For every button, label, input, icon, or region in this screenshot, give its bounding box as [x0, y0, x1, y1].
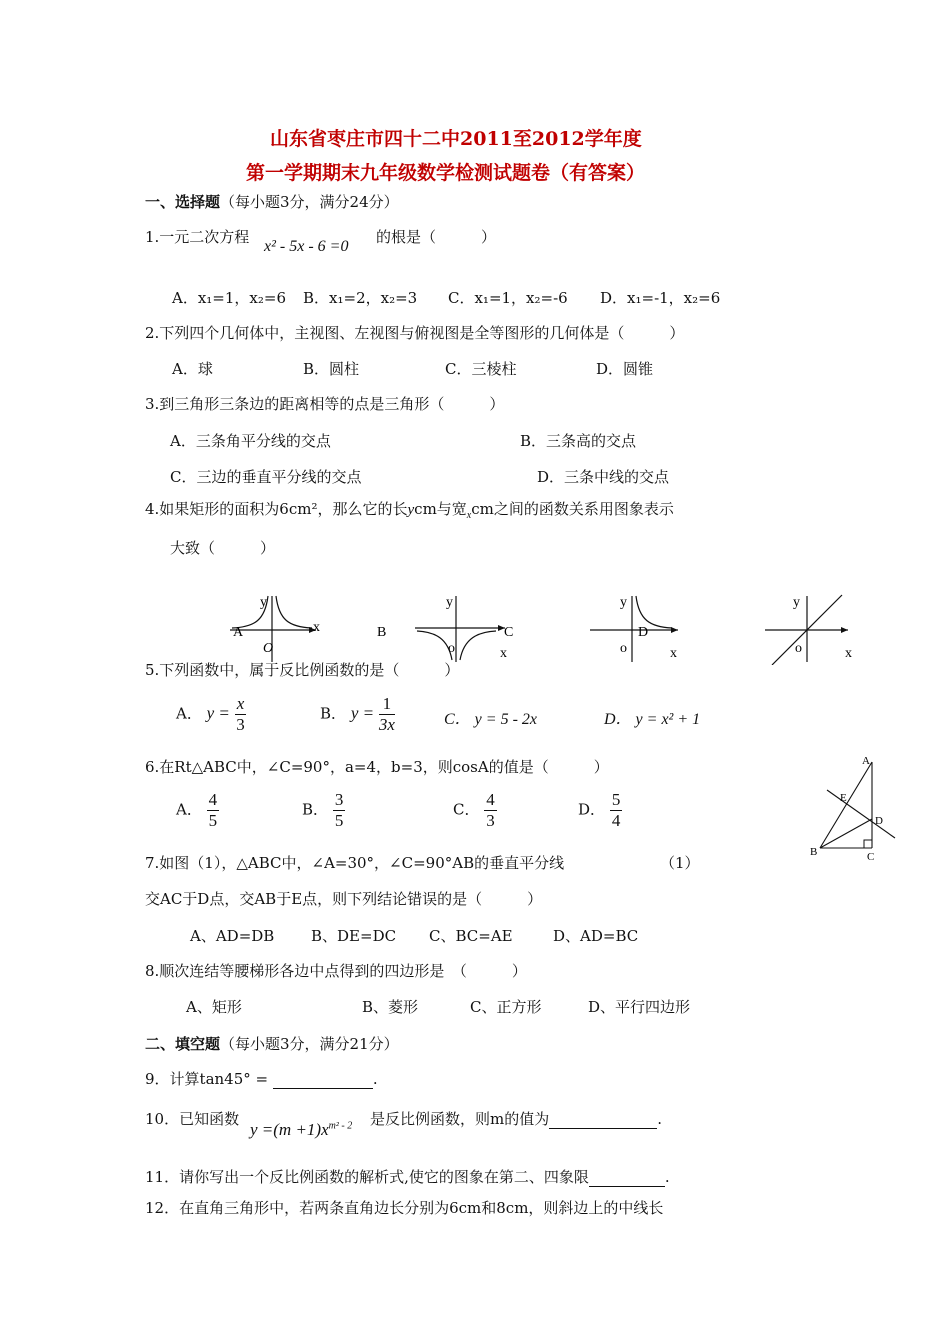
q6-option-b-fraction: [333, 790, 346, 831]
q7-option-c: C、BC=AE: [429, 927, 513, 945]
graph-c-y-label: y: [620, 595, 627, 610]
graph-b-letter: B: [377, 625, 387, 640]
section-2-label: 二、填空题: [145, 1035, 221, 1053]
q11: [145, 1166, 670, 1187]
graph-a-y-label: y: [260, 595, 267, 610]
q6-option-c: [453, 790, 497, 831]
title-line-1: 山东省枣庄市四十二中2011至2012学年度: [270, 128, 642, 150]
graph-b-x-label: x: [500, 646, 507, 661]
section-1-label: 一、选择题: [145, 193, 221, 211]
graph-b: [415, 595, 513, 662]
q7-stem-2: 交AC于D点，交AB于E点，则下列结论错误的是（ ）: [145, 890, 543, 908]
q6-option-a-fraction: [207, 790, 220, 831]
graph-b-y-label: y: [446, 595, 453, 610]
q1-option-d: D．x₁=-1，x₂=6: [600, 289, 721, 307]
q9-end: .: [372, 1070, 378, 1088]
triangle-label-b: B: [810, 846, 818, 858]
q6-option-c-fraction: [484, 790, 497, 831]
q10-end: .: [657, 1110, 663, 1128]
graph-a-origin: O: [263, 641, 274, 656]
q5-option-b-fraction: [379, 694, 395, 735]
q4-stem-a: 4.如果矩形的面积为6cm²，那么它的长: [145, 500, 408, 518]
q2-option-c: C．三棱柱: [445, 360, 517, 378]
q9-stem: 9．计算tan45° =: [145, 1070, 273, 1088]
q10-stem: 10．已知函数: [145, 1110, 240, 1128]
q6-option-a-den: 5: [208, 811, 218, 830]
q3-option-c: C．三边的垂直平分线的交点: [170, 468, 362, 486]
graph-c: [590, 595, 678, 662]
q5-option-c: C． y = 5 - 2x: [444, 711, 538, 728]
q5-stem: 5.下列函数中，属于反比例函数的是（ ）: [145, 661, 460, 679]
triangle-label-c: C: [867, 851, 875, 863]
q3-option-d: D．三条中线的交点: [537, 468, 670, 486]
q8-option-d: D、平行四边形: [588, 998, 691, 1016]
q8-option-b: B、菱形: [362, 998, 419, 1016]
q8-option-a: A、矩形: [186, 998, 242, 1016]
q2-stem: 2.下列四个几何体中，主视图、左视图与俯视图是全等图形的几何体是（ ）: [145, 324, 685, 342]
q8-stem: 8.顺次连结等腰梯形各边中点得到的四边形是 （ ）: [145, 962, 527, 980]
q1-equation: x² - 5x - 6 =0: [264, 238, 349, 255]
q7-figure-label: （1）: [660, 854, 700, 872]
graph-c-letter: C: [504, 625, 514, 640]
q5-option-d: D． y = x² + 1: [604, 711, 701, 728]
q11-end: .: [664, 1168, 670, 1186]
triangle-label-a: A: [862, 755, 870, 767]
section-2-note: （每小题3分，满分21分）: [220, 1035, 399, 1053]
q7-stem-1: 7.如图（1），△ABC中，∠A=30°，∠C=90°AB的垂直平分线: [145, 854, 565, 872]
q2-option-b: B．圆柱: [303, 360, 360, 378]
q6-stem: 6.在Rt△ABC中，∠C=90°，a=4，b=3，则cosA的值是（ ）: [145, 758, 609, 776]
q5-option-a: [176, 694, 246, 735]
graph-d-x-label: x: [845, 646, 852, 661]
triangle-label-d: D: [875, 815, 883, 827]
graph-c-x-label: x: [670, 646, 677, 661]
q10-tail-text: 是反比例函数，则m的值为: [370, 1110, 550, 1128]
q5-option-a-num: x: [236, 694, 245, 713]
q6-option-c-den: 3: [486, 811, 495, 830]
q4-graphs: [220, 590, 860, 665]
q1-stem: 1.一元二次方程: [145, 228, 250, 246]
q1-tail: 的根是（ ）: [376, 228, 497, 246]
q8-option-c: C、正方形: [470, 998, 542, 1016]
q2-option-a: A．球: [172, 360, 213, 378]
q5-option-a-den: 3: [236, 715, 245, 734]
q6-option-d-label: D．: [578, 800, 606, 819]
q5-option-b-num: 1: [379, 694, 395, 715]
q7-option-d: D、AD=BC: [553, 927, 639, 945]
q12-stem: 12．在直角三角形中，若两条直角边长分别为6cm和8cm，则斜边上的中线长: [145, 1199, 664, 1217]
q11-answer-blank[interactable]: [589, 1169, 665, 1187]
q5-option-b-den: 3x: [378, 715, 395, 734]
q2-option-d: D．圆锥: [596, 360, 654, 378]
q5-option-a-fraction: [235, 694, 247, 735]
q7-option-b: B、DE=DC: [311, 927, 397, 945]
graph-a-x-label: x: [313, 620, 320, 635]
q5-option-b-label: B．: [320, 704, 347, 723]
q3-stem: 3.到三角形三条边的距离相等的点是三角形（ ）: [145, 395, 505, 413]
graph-c-origin: o: [620, 641, 627, 656]
q5-option-b: [320, 694, 395, 735]
graph-d-y-label: y: [793, 595, 800, 610]
section-1-heading: [145, 191, 399, 212]
q6-option-c-num: 4: [486, 790, 495, 809]
graph-a: [230, 595, 320, 662]
graph-d-letter: D: [638, 625, 649, 640]
q10-answer-blank[interactable]: [549, 1111, 657, 1129]
q6-option-a-num: 4: [208, 790, 218, 809]
q10-expression: [250, 1120, 352, 1140]
q5-option-a-label: A．: [176, 704, 202, 723]
graph-d: [765, 595, 852, 665]
q11-stem: 11．请你写出一个反比例函数的解析式,使它的图象在第二、四象限: [145, 1168, 589, 1186]
q6-option-d-den: 4: [611, 811, 621, 830]
q6-option-b: [302, 790, 345, 831]
q6-option-a-label: A．: [176, 800, 202, 819]
q9-answer-blank[interactable]: [273, 1071, 373, 1089]
q4-var-y: y: [407, 502, 415, 518]
q1-option-b: B．x₁=2，x₂=3: [303, 289, 418, 307]
q3-option-b: B．三条高的交点: [520, 432, 637, 450]
q10-expr: y =(m +1)x: [250, 1120, 329, 1139]
q6-option-b-den: 5: [334, 811, 344, 830]
triangle-figure: [805, 752, 900, 864]
title-line-2: 第一学期期末九年级数学检测试题卷（有答案）: [246, 162, 646, 184]
graph-a-letter: A: [233, 625, 244, 640]
q6-option-b-num: 3: [334, 790, 344, 809]
q3-option-a: A．三条角平分线的交点: [170, 432, 331, 450]
q5-option-b-lhs: y =: [350, 703, 375, 723]
q4-stem-c: cm之间的函数关系用图象表示: [471, 500, 674, 518]
triangle-label-e: E: [840, 792, 847, 804]
q6-option-c-label: C．: [453, 800, 480, 819]
q1-option-c: C．x₁=1，x₂=-6: [448, 289, 568, 307]
q9: [145, 1068, 378, 1089]
q7-option-a: A、AD=DB: [190, 927, 275, 945]
graph-d-origin: o: [795, 641, 802, 656]
section-2-heading: [145, 1033, 399, 1054]
q4-stem-b: cm与宽: [414, 500, 467, 518]
graph-b-origin: o: [448, 641, 455, 656]
q5-option-a-lhs: y =: [206, 703, 230, 723]
q6-option-d: [578, 790, 622, 831]
q10-tail: [370, 1108, 662, 1129]
q6-option-a: [176, 790, 219, 831]
q4-stem: [145, 498, 674, 521]
section-1-note: （每小题3分，满分24分）: [220, 193, 399, 211]
q4-stem-2: 大致（ ）: [170, 539, 276, 557]
q4-var-x: x: [466, 510, 472, 521]
q1-option-a: A．x₁=1，x₂=6: [172, 289, 287, 307]
q6-option-b-label: B．: [302, 800, 329, 819]
q6-option-d-fraction: [610, 790, 623, 831]
q10-exponent: m² - 2: [328, 1120, 353, 1132]
q6-option-d-num: 5: [611, 790, 621, 809]
